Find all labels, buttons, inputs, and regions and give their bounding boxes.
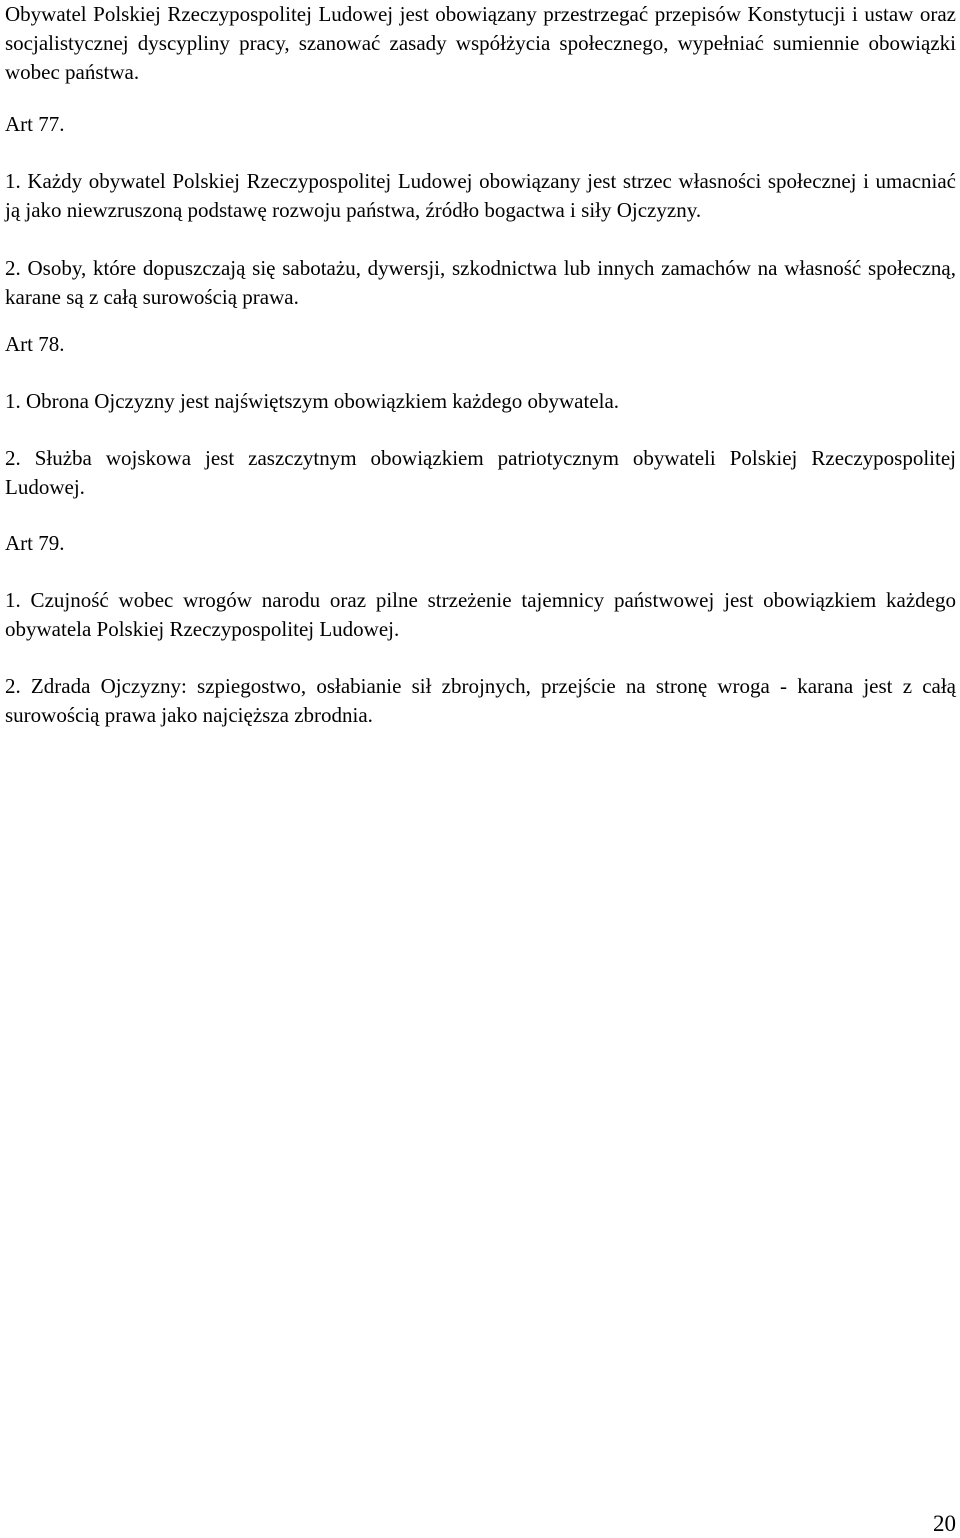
article-77-paragraph-2: 2. Osoby, które dopuszczają się sabotażu, dywersji, szkodnictwa lub innych zamachów na własność społeczną, karane są z całą surowością prawa. — [5, 256, 956, 309]
article-78-paragraph-2: 2. Służba wojskowa jest zaszczytnym obowiązkiem patriotycznym obywateli Polskiej Rzeczypospolitej Ludowej. — [5, 446, 956, 499]
article-heading-79: Art 79. — [5, 531, 65, 555]
article-78-paragraph-1: 1. Obrona Ojczyzny jest najświętszym obowiązkiem każdego obywatela. — [5, 389, 620, 413]
article-79-paragraph-1: 1. Czujność wobec wrogów narodu oraz pilne strzeżenie tajemnicy państwowej jest obowiązkiem każdego obywatela Polskiej Rzeczypospolitej Ludowej. — [5, 588, 956, 641]
page-number: 20 — [933, 1511, 956, 1536]
article-heading-77: Art 77. — [5, 112, 65, 136]
document-page — [5, 0, 956, 730]
article-77-paragraph-1: 1. Każdy obywatel Polskiej Rzeczypospolitej Ludowej obowiązany jest strzec własności społecznej i umacniać ją jako niewzruszoną podstawę rozwoju państwa, źródło bogactwa i siły Ojczyzny. — [5, 169, 956, 222]
article-heading-78: Art 78. — [5, 332, 65, 356]
intro-paragraph: Obywatel Polskiej Rzeczypospolitej Ludowej jest obowiązany przestrzegać przepisów Konstytucji i ustaw oraz socjalistycznej dyscypliny pracy, szanować zasady współżycia społecznego, wypełniać sumiennie obowiązki wobec państwa. — [5, 2, 956, 84]
article-79-paragraph-2: 2. Zdrada Ojczyzny: szpiegostwo, osłabianie sił zbrojnych, przejście na stronę wroga - karana jest z całą surowością prawa jako najcięższa zbrodnia. — [5, 674, 956, 727]
